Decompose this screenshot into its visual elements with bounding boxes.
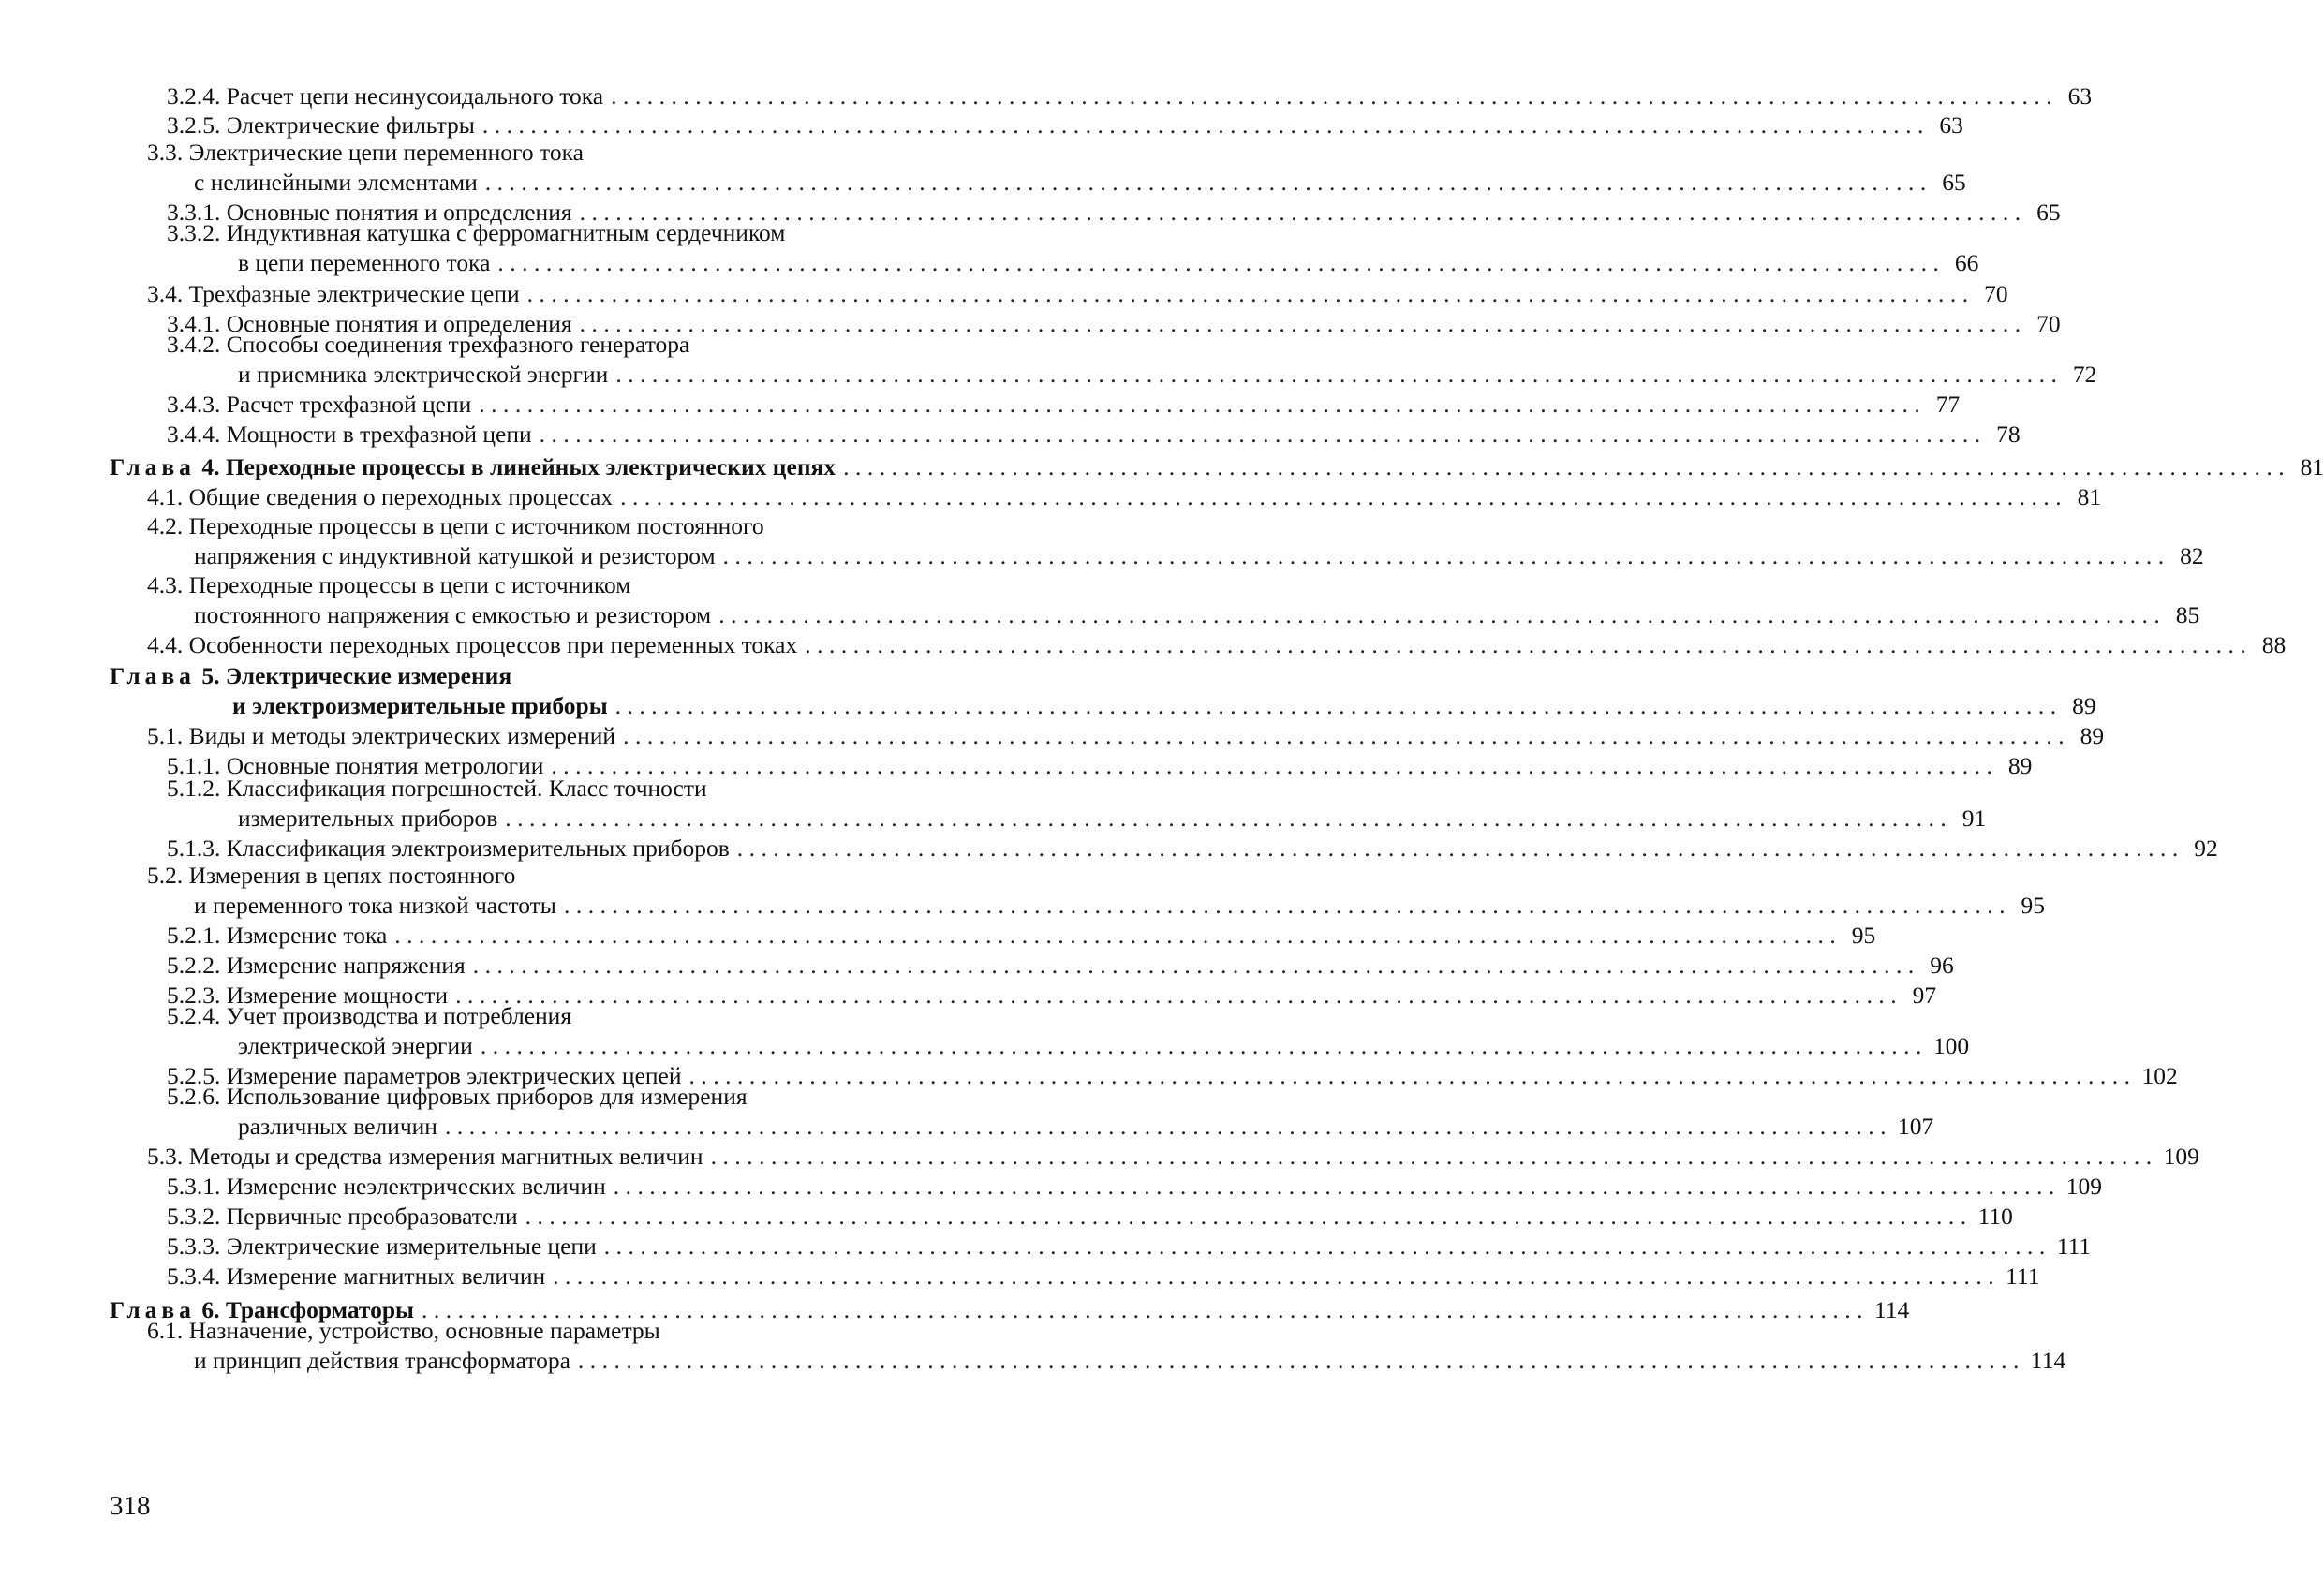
entry-title-line1: Классификация погрешностей. Класс точности (226, 775, 707, 802)
entry-title: и электроизмерительные приборы (232, 692, 608, 719)
section-number: 5.1.1. (167, 752, 221, 779)
entry-title: и переменного тока низкой частоты (194, 892, 556, 919)
entry-first-line (147, 861, 515, 891)
entry-title: Измерение параметров электрических цепей (226, 1062, 682, 1089)
entry-title: Основные понятия метрологии (226, 752, 544, 779)
page-ref: 109 (2065, 1173, 2102, 1200)
toc-entry (167, 111, 1963, 140)
toc-entry (167, 1002, 1970, 1061)
entry-title: различных величин (238, 1113, 437, 1140)
page-ref: 77 (1935, 391, 1961, 418)
entry-title-line1: Учет производства и потребления (226, 1002, 572, 1029)
entry-title: Расчет трехфазной цепи (226, 391, 472, 418)
leader-dots: ........................................................................................................................ (484, 169, 1932, 196)
toc-entry (147, 512, 2204, 571)
toc-entry (167, 1083, 1934, 1142)
toc-entry (167, 775, 1987, 834)
section-number: 5.3.1. (167, 1173, 221, 1200)
entry-title: Измерение мощности (226, 981, 449, 1009)
page-ref: 95 (1851, 922, 1876, 949)
section-number: 5.2.5. (167, 1062, 221, 1089)
toc-entry (147, 862, 2045, 921)
section-number: 4.2. (147, 512, 184, 539)
entry-title: Измерение неэлектрических величин (226, 1173, 606, 1200)
section-number: 5.2.4. (167, 1002, 221, 1029)
leader-dots: ........................................................................................................................ (421, 1296, 1869, 1323)
entry-title: и приемника электрической энергии (238, 361, 609, 388)
entry-title-line1: Переходные процессы в цепи с источником постоянного (188, 512, 764, 539)
toc-entry (167, 1202, 2013, 1232)
toc-entry (167, 951, 1954, 981)
entry-title: в цепи переменного тока (238, 249, 491, 276)
entry-heading (147, 482, 613, 512)
section-number: 5.3.3. (167, 1232, 221, 1260)
entry-title: и принцип действия трансформатора (194, 1347, 570, 1374)
entry-first-line (167, 774, 707, 804)
chapter-label: Глава (110, 662, 196, 689)
entry-title: Общие сведения о переходных процессах (188, 483, 614, 510)
page-ref: 107 (1897, 1113, 1934, 1140)
page-ref: 91 (1961, 804, 1987, 832)
toc-entry (147, 1317, 2066, 1376)
section-number: 6.1. (147, 1317, 184, 1344)
section-number: 3.4. (147, 280, 184, 307)
leader-dots: ........................................................................................................................ (843, 453, 2291, 480)
toc-entry (167, 81, 2093, 111)
page-ref: 109 (2163, 1143, 2199, 1170)
leader-dots: ........................................................................................................................ (615, 361, 2064, 388)
entry-title: Особенности переходных процессов при переменных токах (188, 631, 798, 658)
page-ref: 63 (1939, 111, 1963, 139)
page-ref: 110 (1977, 1203, 2013, 1230)
toc-chapter (110, 452, 2324, 482)
leader-dots: ........................................................................................................................ (579, 310, 2027, 337)
entry-title-line1: Электрические цепи переменного тока (188, 139, 584, 166)
entry-title: измерительных приборов (238, 804, 498, 832)
entry-title: электрической энергии (238, 1032, 473, 1059)
page-ref: 70 (2036, 310, 2061, 337)
section-number: 5.3. (147, 1143, 184, 1170)
leader-dots: ........................................................................................................................ (479, 391, 1927, 418)
leader-dots: ........................................................................................................................ (736, 834, 2184, 862)
section-number: 3.3.2. (167, 219, 221, 246)
section-number: 5.1. (147, 722, 184, 749)
entry-title-line1: Способы соединения трехфазного генератора (226, 331, 690, 358)
entry-first-line (167, 330, 689, 360)
toc-chapter (110, 662, 2096, 721)
leader-dots: ........................................................................................................................ (472, 952, 1920, 979)
section-number: 3.3. (147, 139, 184, 166)
leader-dots: ........................................................................................................................ (480, 1032, 1928, 1059)
entry-title-line1: Переходные процессы в цепи с источником (188, 571, 631, 598)
section-number: 4.1. (147, 483, 184, 510)
page-ref: 89 (2072, 692, 2096, 719)
section-number: 5.3.4. (167, 1262, 221, 1290)
toc-entry (147, 721, 2105, 751)
toc-entry (147, 482, 2102, 512)
toc-entry (167, 921, 1876, 951)
entry-title: Мощности в трехфазной цепи (226, 421, 532, 448)
page-ref: 100 (1932, 1032, 1970, 1059)
entry-title: напряжения с индуктивной катушкой и резистором (194, 542, 716, 569)
leader-dots: ........................................................................................................................ (620, 483, 2068, 510)
entry-first-line (147, 1316, 660, 1346)
section-number: 3.3.1. (167, 199, 221, 226)
page-ref: 65 (2036, 199, 2061, 226)
leader-dots: ........................................................................................................................ (579, 199, 2027, 226)
leader-dots: ........................................................................................................................ (444, 1113, 1892, 1140)
page-ref: 92 (2194, 834, 2218, 862)
entry-heading (167, 1172, 606, 1202)
leader-dots: ........................................................................................................................ (563, 892, 2011, 919)
leader-dots: ........................................................................................................................ (613, 1173, 2061, 1200)
toc-entry (167, 834, 2218, 863)
section-number: 5.2.1. (167, 922, 221, 949)
entry-first-line (147, 511, 764, 541)
leader-dots: ........................................................................................................................ (551, 752, 1999, 779)
section-number: 3.4.2. (167, 331, 221, 358)
leader-dots: ........................................................................................................................ (553, 1262, 2001, 1290)
leader-dots: ........................................................................................................................ (710, 1143, 2158, 1170)
section-number: 4.4. (147, 631, 184, 658)
toc-entry (147, 1142, 2199, 1172)
entry-heading (167, 834, 730, 863)
entry-title: Измерение тока (226, 922, 388, 949)
section-number: 5.1.2. (167, 775, 221, 802)
entry-title-line1: Индуктивная катушка с ферромагнитным сердечником (226, 219, 786, 246)
section-number: 5.2. (147, 862, 184, 889)
page-ref: 81 (2077, 483, 2102, 510)
chapter-label: Глава (110, 1296, 196, 1323)
toc-entry (167, 1232, 2092, 1262)
toc-entry (147, 279, 2008, 309)
page-ref: 111 (2006, 1262, 2040, 1290)
entry-heading (167, 390, 471, 420)
entry-heading (147, 1142, 703, 1172)
entry-title: Измерение напряжения (226, 952, 466, 979)
leader-dots: ........................................................................................................................ (505, 804, 1953, 832)
toc-entry (167, 1172, 2102, 1202)
leader-dots: ........................................................................................................................ (497, 249, 1946, 276)
section-number: 3.4.1. (167, 310, 221, 337)
leader-dots: ........................................................................................................................ (603, 1232, 2051, 1260)
entry-title: Измерение магнитных величин (226, 1262, 546, 1290)
leader-dots: ........................................................................................................................ (688, 1062, 2137, 1089)
section-number: 3.2.4. (167, 82, 221, 110)
toc-entry (167, 219, 1979, 278)
section-number: 3.2.5. (167, 111, 221, 139)
page-ref: 81 (2300, 453, 2324, 480)
leader-dots: ........................................................................................................................ (526, 280, 1975, 307)
leader-dots: ........................................................................................................................ (394, 922, 1843, 949)
entry-heading (167, 1232, 597, 1262)
page-ref: 63 (2067, 82, 2093, 110)
section-number: 5.2.2. (167, 952, 221, 979)
entry-heading (147, 721, 615, 751)
entry-heading (167, 951, 466, 981)
leader-dots: ........................................................................................................................ (539, 421, 1987, 448)
page-ref: 85 (2175, 601, 2200, 628)
entry-heading (167, 921, 387, 951)
entry-title: Основные понятия и определения (226, 310, 572, 337)
entry-heading (110, 452, 836, 482)
entry-heading (167, 1202, 518, 1232)
entry-title: Основные понятия и определения (226, 199, 572, 226)
toc-entry (167, 420, 2021, 450)
page-number: 318 (110, 1491, 151, 1521)
entry-title: Трансформаторы (225, 1296, 414, 1323)
page-ref: 89 (2080, 722, 2105, 749)
section-number: 5.1.3. (167, 834, 221, 862)
page-ref: 96 (1930, 952, 1954, 979)
leader-dots: ........................................................................................................................ (718, 601, 2167, 628)
page-ref: 114 (2030, 1347, 2066, 1374)
entry-first-line (110, 661, 511, 691)
section-number: 3.4.4. (167, 421, 221, 448)
entry-heading (147, 279, 520, 309)
toc-entry (147, 571, 2200, 630)
entry-first-line (167, 1082, 748, 1112)
entry-first-line (167, 1001, 571, 1031)
section-number: 3.4.3. (167, 391, 221, 418)
entry-first-line (147, 570, 630, 600)
page-ref: 78 (1996, 421, 2021, 448)
page-ref: 70 (1984, 280, 2008, 307)
leader-dots: ........................................................................................................................ (577, 1347, 2025, 1374)
page-ref: 82 (2180, 542, 2204, 569)
toc-entry (167, 390, 1961, 420)
entry-title: Электрические измерительные цепи (226, 1232, 597, 1260)
page-ref: 111 (2056, 1232, 2092, 1260)
entry-heading (167, 111, 475, 140)
leader-dots: ........................................................................................................................ (455, 981, 1903, 1009)
entry-title-line1: Использование цифровых приборов для измерения (226, 1083, 748, 1110)
entry-heading (167, 81, 603, 111)
page-ref: 97 (1912, 981, 1937, 1009)
page-ref: 88 (2261, 631, 2287, 658)
page-ref: 114 (1873, 1296, 1910, 1323)
leader-dots: ........................................................................................................................ (481, 111, 1930, 139)
page-ref: 65 (1942, 169, 1966, 196)
entry-title: Расчет цепи несинусоидального тока (226, 82, 604, 110)
page-ref: 102 (2141, 1062, 2178, 1089)
chapter-number: 6. (201, 1296, 220, 1323)
entry-title: Трехфазные электрические цепи (188, 280, 520, 307)
entry-title: Виды и методы электрических измерений (188, 722, 616, 749)
entry-title-line1: Электрические измерения (225, 662, 512, 689)
page-ref: 66 (1954, 249, 1979, 276)
toc-entry (167, 1262, 2040, 1291)
entry-title: Классификация электроизмерительных приборов (226, 834, 730, 862)
toc-entry (147, 630, 2287, 660)
section-number: 4.3. (147, 571, 184, 598)
entry-heading (167, 1262, 545, 1291)
page-ref: 95 (2021, 892, 2045, 919)
page-ref: 89 (2007, 752, 2033, 779)
entry-first-line (147, 138, 584, 168)
entry-first-line (167, 218, 785, 248)
section-number: 5.2.3. (167, 981, 221, 1009)
entry-title: Электрические фильтры (226, 111, 475, 139)
entry-title: Первичные преобразователи (226, 1203, 518, 1230)
entry-heading (147, 630, 797, 660)
leader-dots: ........................................................................................................................ (614, 692, 2063, 719)
leader-dots: ........................................................................................................................ (623, 722, 2071, 749)
leader-dots: ........................................................................................................................ (805, 631, 2253, 658)
chapter-number: 5. (201, 662, 220, 689)
entry-title: с нелинейными элементами (194, 169, 478, 196)
page-ref: 72 (2072, 361, 2097, 388)
chapter-label: Глава (110, 453, 196, 480)
leader-dots: ........................................................................................................................ (611, 82, 2059, 110)
entry-title-line1: Назначение, устройство, основные параметры (188, 1317, 660, 1344)
chapter-number: 4. (201, 453, 220, 480)
entry-title: Переходные процессы в линейных электрических цепях (225, 453, 836, 480)
leader-dots: ........................................................................................................................ (525, 1203, 1973, 1230)
section-number: 5.3.2. (167, 1203, 221, 1230)
toc-entry (167, 331, 2097, 390)
entry-title: Методы и средства измерения магнитных величин (188, 1143, 703, 1170)
entry-title-line1: Измерения в цепях постоянного (188, 862, 516, 889)
entry-title: постоянного напряжения с емкостью и резистором (194, 601, 712, 628)
leader-dots: ........................................................................................................................ (722, 542, 2170, 569)
entry-heading (167, 420, 532, 450)
toc-entry (147, 139, 1966, 198)
section-number: 5.2.6. (167, 1083, 221, 1110)
